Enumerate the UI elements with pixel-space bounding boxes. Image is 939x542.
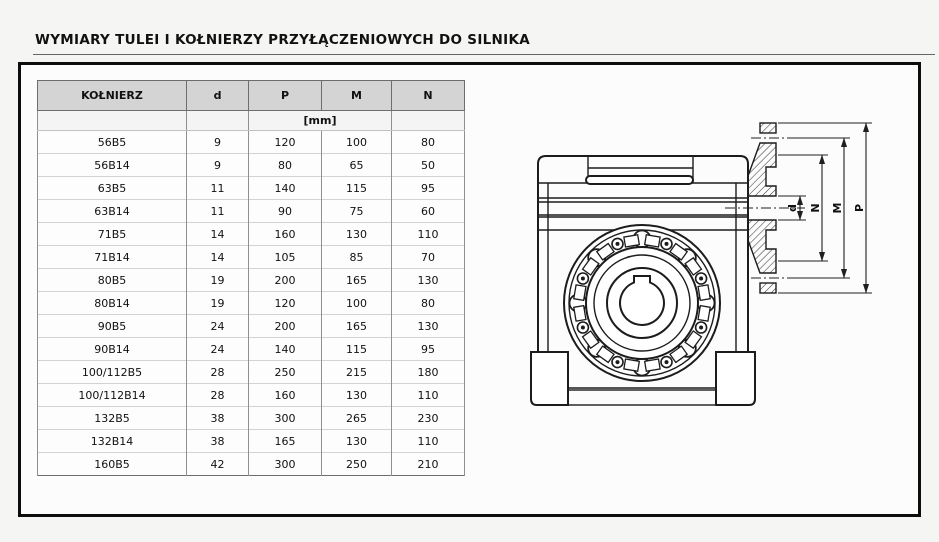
table-cell: 90B14 — [38, 338, 187, 361]
table-row — [38, 223, 465, 246]
table-cell: 95 — [392, 177, 465, 200]
oil-level-slot — [586, 176, 693, 184]
table-cell: 60 — [392, 200, 465, 223]
table-cell: 130 — [322, 384, 392, 407]
col-header-p: P — [249, 81, 322, 111]
table-cell: 9 — [187, 131, 249, 154]
table-row — [38, 154, 465, 177]
table-cell: 132B14 — [38, 430, 187, 453]
table-row — [38, 453, 465, 476]
flange-table-body — [38, 131, 465, 476]
output-flange — [564, 225, 720, 381]
table-cell: 250 — [249, 361, 322, 384]
table-cell: 24 — [187, 315, 249, 338]
table-cell: 63B14 — [38, 200, 187, 223]
table-row — [38, 407, 465, 430]
table-cell: 75 — [322, 200, 392, 223]
screw-head — [581, 326, 585, 330]
flange-dimensions-table — [37, 80, 465, 476]
table-row — [38, 177, 465, 200]
table-row — [38, 131, 465, 154]
table-cell: 165 — [249, 430, 322, 453]
title-underline — [33, 54, 935, 55]
table-cell: 230 — [392, 407, 465, 430]
table-cell: 56B14 — [38, 154, 187, 177]
table-cell: 115 — [322, 177, 392, 200]
screw-head — [699, 277, 703, 281]
table-row — [38, 269, 465, 292]
table-cell: 100/112B5 — [38, 361, 187, 384]
table-cell: 110 — [392, 384, 465, 407]
unit-cell-empty — [38, 111, 187, 131]
table-cell: 56B5 — [38, 131, 187, 154]
table-cell: 160 — [249, 384, 322, 407]
table-cell: 265 — [322, 407, 392, 430]
table-cell: 90 — [249, 200, 322, 223]
col-header-kolnierz: KOŁNIERZ — [38, 81, 187, 111]
gearbox-technical-drawing — [483, 70, 928, 510]
table-cell: 50 — [392, 154, 465, 177]
table-header-row — [38, 81, 465, 111]
table-cell: 140 — [249, 338, 322, 361]
table-cell: 100/112B14 — [38, 384, 187, 407]
screw-head — [616, 242, 620, 246]
dim-label-m: M — [831, 202, 844, 214]
table-cell: 130 — [392, 269, 465, 292]
table-cell: 85 — [322, 246, 392, 269]
ring-notch — [624, 359, 639, 371]
table-cell: 210 — [392, 453, 465, 476]
table-cell: 160 — [249, 223, 322, 246]
table-cell: 130 — [392, 315, 465, 338]
table-cell: 105 — [249, 246, 322, 269]
table-cell: 120 — [249, 131, 322, 154]
unit-row — [38, 111, 465, 131]
table-cell: 9 — [187, 154, 249, 177]
table-cell: 24 — [187, 338, 249, 361]
table-row — [38, 315, 465, 338]
table-cell: 11 — [187, 177, 249, 200]
ring-notch — [645, 359, 660, 371]
dim-label-n: N — [809, 203, 822, 213]
table-cell: 120 — [249, 292, 322, 315]
table-cell: 38 — [187, 407, 249, 430]
table-row — [38, 384, 465, 407]
table-cell: 28 — [187, 384, 249, 407]
ring-notch — [645, 235, 660, 247]
table-cell: 65 — [322, 154, 392, 177]
table-cell: 130 — [322, 430, 392, 453]
table-cell: 19 — [187, 269, 249, 292]
table-cell: 80B5 — [38, 269, 187, 292]
dim-label-p: P — [853, 203, 866, 213]
table-cell: 300 — [249, 453, 322, 476]
table-cell: 70 — [392, 246, 465, 269]
unit-cell-empty — [392, 111, 465, 131]
table-row — [38, 200, 465, 223]
unit-cell-empty — [187, 111, 249, 131]
table-cell: 250 — [322, 453, 392, 476]
unit-label: [mm] — [249, 111, 392, 131]
table-cell: 160B5 — [38, 453, 187, 476]
table-row — [38, 292, 465, 315]
table-row — [38, 338, 465, 361]
table-cell: 14 — [187, 223, 249, 246]
table-cell: 130 — [322, 223, 392, 246]
table-cell: 115 — [322, 338, 392, 361]
table-row — [38, 361, 465, 384]
table-cell: 42 — [187, 453, 249, 476]
screw-head — [581, 277, 585, 281]
table-cell: 71B5 — [38, 223, 187, 246]
table-cell: 90B5 — [38, 315, 187, 338]
table-cell: 100 — [322, 292, 392, 315]
gearbox-front-view — [531, 156, 755, 405]
table-cell: 63B5 — [38, 177, 187, 200]
table-cell: 165 — [322, 315, 392, 338]
table-cell: 200 — [249, 269, 322, 292]
table-cell: 38 — [187, 430, 249, 453]
table-cell: 140 — [249, 177, 322, 200]
table-cell: 80 — [392, 292, 465, 315]
table-cell: 80B14 — [38, 292, 187, 315]
table-cell: 14 — [187, 246, 249, 269]
table-row — [38, 430, 465, 453]
table-cell: 215 — [322, 361, 392, 384]
table-cell: 71B14 — [38, 246, 187, 269]
screw-head — [616, 360, 620, 364]
ring-notch — [624, 235, 639, 247]
table-cell: 110 — [392, 223, 465, 246]
ring-notch — [698, 285, 710, 300]
table-cell: 300 — [249, 407, 322, 430]
table-cell: 200 — [249, 315, 322, 338]
screw-head — [665, 242, 669, 246]
table-cell: 132B5 — [38, 407, 187, 430]
table-cell: 110 — [392, 430, 465, 453]
page-title: WYMIARY TULEI I KOŁNIERZY PRZYŁĄCZENIOWYCH DO SILNIKA — [35, 32, 530, 48]
screw-head — [665, 360, 669, 364]
dim-label-d: d — [786, 204, 799, 212]
table-cell: 11 — [187, 200, 249, 223]
table-row — [38, 246, 465, 269]
table-cell: 100 — [322, 131, 392, 154]
ring-notch — [574, 306, 586, 321]
table-cell: 95 — [392, 338, 465, 361]
col-header-m: M — [322, 81, 392, 111]
table-cell: 80 — [249, 154, 322, 177]
table-cell: 180 — [392, 361, 465, 384]
col-header-n: N — [392, 81, 465, 111]
ring-notch — [698, 306, 710, 321]
col-header-d: d — [187, 81, 249, 111]
table-cell: 28 — [187, 361, 249, 384]
ring-notch — [574, 285, 586, 300]
screw-head — [699, 326, 703, 330]
table-cell: 19 — [187, 292, 249, 315]
content-box — [18, 62, 921, 517]
dimension-lines — [778, 123, 872, 293]
table-cell: 80 — [392, 131, 465, 154]
table-cell: 165 — [322, 269, 392, 292]
